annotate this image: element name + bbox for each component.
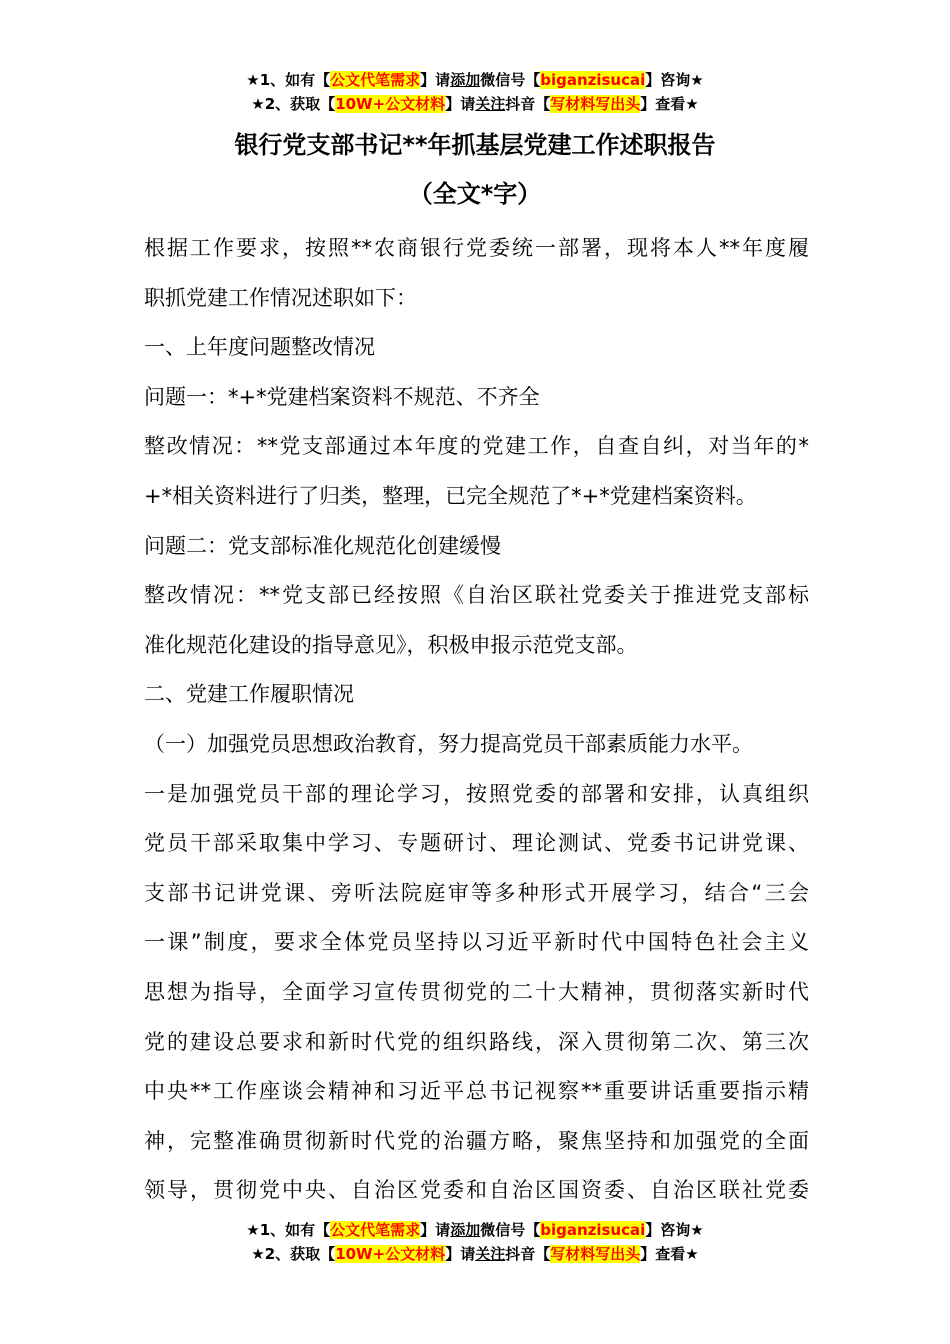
body-line: 整改情况：**党支部已经按照《自治区联社党委关于推进党支部标	[144, 583, 809, 608]
douyin-account: 写材料写出头	[550, 1245, 641, 1263]
body-line: 职抓党建工作情况述职如下：	[144, 285, 417, 310]
banner-line-1	[0, 68, 950, 92]
body-line: 准化规范化建设的指导意见》，积极申报示范党支部。	[144, 632, 638, 657]
banner-text: 抖音【	[505, 95, 551, 113]
banner-text: ★2、获取【	[251, 95, 336, 113]
underlined-text: 关注	[475, 95, 506, 113]
body-line: 思想为指导，全面学习宣传贯彻党的二十大精神，贯彻落实新时代	[144, 979, 809, 1004]
banner-text: 】查看★	[640, 95, 699, 113]
highlighted-text: 公文代笔需求	[330, 71, 421, 89]
header-banner	[0, 68, 950, 116]
highlighted-text: 10W+公文材料	[335, 95, 446, 113]
banner-text: 微信号【	[480, 1221, 541, 1239]
body-line: 神，完整准确贯彻新时代党的治疆方略，聚焦坚持和加强党的全面	[144, 1128, 809, 1153]
subsection-heading: （一）加强党员思想政治教育，努力提高党员干部素质能力水平。	[144, 731, 753, 756]
banner-text: 】咨询★	[645, 71, 704, 89]
body-line: 根据工作要求，按照**农商银行党委统一部署，现将本人**年度履	[144, 236, 809, 260]
body-line: 领导，贯彻党中央、自治区党委和自治区国资委、自治区联社党委	[144, 1178, 809, 1203]
footer-banner	[0, 1218, 950, 1266]
banner-line-2	[0, 1242, 950, 1266]
banner-text: 微信号【	[480, 71, 541, 89]
banner-text: 抖音【	[505, 1245, 551, 1263]
underlined-text: 添加	[450, 71, 481, 89]
underlined-text: 关注	[475, 1245, 506, 1263]
underlined-text: 添加	[450, 1221, 481, 1239]
banner-text: 】查看★	[640, 1245, 699, 1263]
banner-text: 】请	[420, 1221, 451, 1239]
highlighted-text: 10W+公文材料	[335, 1245, 446, 1263]
document-subtitle: （全文*字）	[408, 180, 542, 208]
banner-text: 】请	[445, 95, 476, 113]
body-line: 党员干部采取集中学习、专题研讨、理论测试、党委书记讲党课、	[144, 831, 809, 856]
banner-line-1	[0, 1218, 950, 1242]
body-line: 一是加强党员干部的理论学习，按照党委的部署和安排，认真组织	[144, 781, 809, 806]
banner-line-2	[0, 92, 950, 116]
body-line: 问题二：党支部标准化规范化创建缓慢	[144, 533, 501, 558]
body-line: 中央**工作座谈会精神和习近平总书记视察**重要讲话重要指示精	[144, 1079, 809, 1104]
banner-text: 】请	[420, 71, 451, 89]
body-line: 党的建设总要求和新时代党的组织路线，深入贯彻第二次、第三次	[144, 1029, 809, 1054]
body-line: 整改情况：**党支部通过本年度的党建工作，自查自纠，对当年的*	[144, 434, 809, 459]
banner-text: ★1、如有【	[246, 71, 331, 89]
banner-text: ★2、获取【	[251, 1245, 336, 1263]
banner-text: 】请	[445, 1245, 476, 1263]
body-line: 一课”制度，要求全体党员坚持以习近平新时代中国特色社会主义	[144, 930, 809, 955]
douyin-account: 写材料写出头	[550, 95, 641, 113]
wechat-id: biganzisucai	[540, 71, 646, 89]
body-line: 支部书记讲党课、旁听法院庭审等多种形式开展学习，结合“三会	[144, 880, 809, 905]
banner-text: 】咨询★	[645, 1221, 704, 1239]
section-heading: 一、上年度问题整改情况	[144, 335, 375, 360]
body-line: +*相关资料进行了归类，整理，已完全规范了*+*党建档案资料。	[144, 483, 757, 508]
highlighted-text: 公文代笔需求	[330, 1221, 421, 1239]
document-title: 银行党支部书记**年抓基层党建工作述职报告	[234, 131, 716, 159]
document-body	[144, 224, 809, 1216]
body-line: 问题一：*+*党建档案资料不规范、不齐全	[144, 384, 540, 409]
wechat-id: biganzisucai	[540, 1221, 646, 1239]
section-heading: 二、党建工作履职情况	[144, 682, 354, 707]
banner-text: ★1、如有【	[246, 1221, 331, 1239]
